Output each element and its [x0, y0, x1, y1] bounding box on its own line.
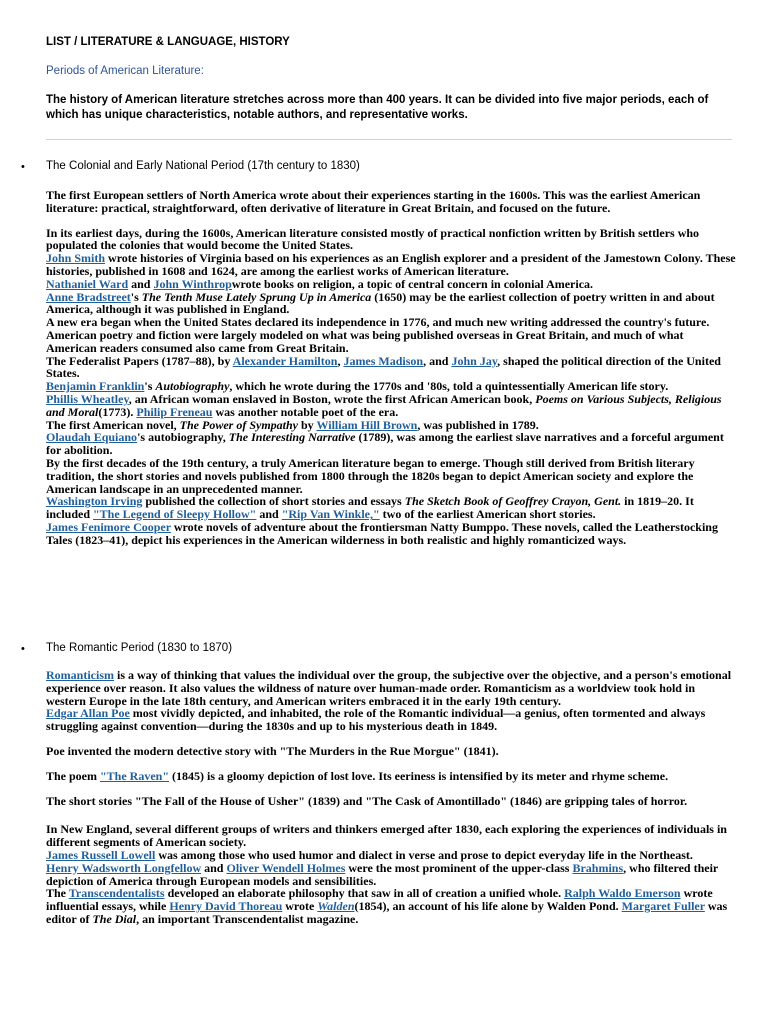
- paragraph: Benjamin Franklin's Autobiography, which he wrote during the 1770s and '80s, told a quintessentially American life story.: [46, 379, 669, 394]
- link-benjamin-franklin[interactable]: Benjamin Franklin: [46, 379, 145, 394]
- link-walden[interactable]: Walden: [317, 899, 355, 914]
- bullet-icon: •: [21, 161, 25, 173]
- link-john-jay[interactable]: John Jay: [451, 353, 498, 368]
- paragraph: Olaudah Equiano's autobiography, The Interesting Narrative (1789), was among the earliest slave narratives and a forceful argument for abolition.: [46, 430, 724, 458]
- link-william-hill-brown[interactable]: William Hill Brown: [316, 417, 418, 432]
- page-header: LIST / LITERATURE & LANGUAGE, HISTORY: [46, 36, 290, 48]
- link-alexander-hamilton[interactable]: Alexander Hamilton: [232, 353, 338, 368]
- paragraph: Henry Wadsworth Longfellow and Oliver Wendell Holmes were the most prominent of the upper-class Brahmins, who filtered their depiction of America through European models and sensibilities.: [46, 860, 719, 888]
- link-the-raven[interactable]: "The Raven": [100, 768, 169, 783]
- paragraph: Poe invented the modern detective story with "The Murders in the Rue Morgue" (1841).: [46, 743, 499, 758]
- section-title-romantic: The Romantic Period (1830 to 1870): [46, 642, 233, 654]
- link-washington-irving[interactable]: Washington Irving: [46, 494, 143, 509]
- paragraph: The Transcendentalists developed an elaborate philosophy that saw in all of creation a unified whole. Ralph Waldo Emerson wrote influential essays, while Henry David Thoreau wrote Walden(1854), an account of his life alone by Walden Pond. Margaret Fuller was editor of The Dial, an important Transcendentalist magazine.: [46, 886, 728, 926]
- link-ralph-waldo-emerson[interactable]: Ralph Waldo Emerson: [564, 886, 681, 901]
- paragraph: Washington Irving published the collection of short stories and essays The Sketch Book of Geoffrey Crayon, Gent. in 1819–20. It included "The Legend of Sleepy Hollow" and "Rip Van Winkle," two of the earliest American short stories.: [46, 494, 694, 522]
- paragraph: Nathaniel Ward and John Winthropwrote books on religion, a topic of central concern in colonial America.: [46, 276, 594, 291]
- link-transcendentalists[interactable]: Transcendentalists: [68, 886, 165, 901]
- paragraph: The Federalist Papers (1787–88), by Alexander Hamilton, James Madison, and John Jay, shaped the political direction of the United States.: [46, 353, 721, 381]
- link-olaudah-equiano[interactable]: Olaudah Equiano: [46, 430, 138, 445]
- link-henry-wadsworth-longfellow[interactable]: Henry Wadsworth Longfellow: [46, 860, 202, 875]
- link-anne-bradstreet[interactable]: Anne Bradstreet: [46, 289, 131, 304]
- paragraph: James Fenimore Cooper wrote novels of adventure about the frontiersman Natty Bumppo. These novels, called the Leatherstocking Tales (1823–41), depict his experiences in the American wilderness in both realistic and highly romanticized ways.: [46, 519, 718, 547]
- link-john-winthrop[interactable]: John Winthrop: [153, 276, 232, 291]
- paragraph: A new era began when the United States declared its independence in 1776, and much new writing addressed the country's future. American poetry and fiction were largely modeled on what was being published overseas in Great Britain, and much of what American readers consumed also came from Great Britain.: [46, 315, 710, 355]
- colonial-section-body: [46, 189, 736, 547]
- paragraph: By the first decades of the 19th century, a truly American literature began to emerge. Though still derived from British literary tradition, the short stories and novels published from 1800 through the 1820s began to depict American society and explore the American landscape in an unprecedented manner.: [46, 455, 695, 496]
- bullet-icon: •: [21, 643, 25, 655]
- paragraph: John Smith wrote histories of Virginia based on his experiences as an English explorer and a president of the Jamestown Colony. These histories, published in 1608 and 1624, are among the earliest works of American literature.: [46, 251, 736, 278]
- link-nathaniel-ward[interactable]: Nathaniel Ward: [46, 276, 129, 291]
- link-brahmins[interactable]: Brahmins: [572, 860, 624, 875]
- paragraph: The first American novel, The Power of Sympathy by William Hill Brown, was published in 1789.: [46, 417, 539, 432]
- link-john-smith[interactable]: John Smith: [46, 251, 106, 266]
- paragraph: Romanticism is a way of thinking that values the individual over the group, the subjective over the objective, and a person's emotional experience over reason. It also values the wildness of nature over human-made order. Romanticism as a worldview took hold in western Europe in the late 18th century, and American writers embraced it in the early 19th century.: [46, 668, 732, 708]
- paragraph: James Russell Lowell was among those who used humor and dialect in verse and prose to depict everyday life in the Northeast.: [46, 847, 693, 862]
- paragraph: Phillis Wheatley, an African woman enslaved in Boston, wrote the first African American book, Poems on Various Subjects, Religious and Moral(1773). Philip Freneau was another notable poet of the era.: [46, 391, 722, 419]
- divider: [46, 139, 732, 140]
- link-edgar-allan-poe[interactable]: Edgar Allan Poe: [46, 706, 130, 721]
- paragraph: The poem "The Raven" (1845) is a gloomy depiction of lost love. Its eeriness is intensified by its meter and rhyme scheme.: [46, 768, 669, 783]
- link-james-russell-lowell[interactable]: James Russell Lowell: [46, 847, 156, 862]
- paragraph: The first European settlers of North America wrote about their experiences starting in the 1600s. This was the earliest American literature: practical, straightforward, often derivative of literature in Great Britain, and focused on the future.: [46, 188, 701, 215]
- link-james-madison[interactable]: James Madison: [343, 353, 424, 368]
- romantic-section-body: [46, 669, 736, 926]
- paragraph: In New England, several different groups of writers and thinkers emerged after 1830, each exploring the experiences of individuals in different segments of American society.: [46, 822, 727, 850]
- page-subtitle: Periods of American Literature:: [46, 65, 204, 77]
- link-sleepy-hollow[interactable]: "The Legend of Sleepy Hollow": [93, 507, 257, 522]
- intro-paragraph: The history of American literature stretches across more than 400 years. It can be divided into five major periods, each of which has unique characteristics, notable authors, and representative works.: [46, 94, 709, 121]
- section-title-colonial: The Colonial and Early National Period (17th century to 1830): [46, 160, 360, 172]
- link-phillis-wheatley[interactable]: Phillis Wheatley: [46, 391, 129, 406]
- link-henry-david-thoreau[interactable]: Henry David Thoreau: [169, 899, 283, 914]
- paragraph: The short stories "The Fall of the House of Usher" (1839) and "The Cask of Amontillado" (1846) are gripping tales of horror.: [46, 793, 688, 808]
- link-oliver-wendell-holmes[interactable]: Oliver Wendell Holmes: [226, 860, 346, 875]
- paragraph: Anne Bradstreet's The Tenth Muse Lately Sprung Up in America (1650) may be the earliest collection of poetry written in and about America, although it was published in England.: [46, 289, 715, 317]
- link-romanticism[interactable]: Romanticism: [46, 668, 114, 682]
- link-james-fenimore-cooper[interactable]: James Fenimore Cooper: [46, 519, 171, 534]
- link-philip-freneau[interactable]: Philip Freneau: [136, 404, 213, 419]
- paragraph: In its earliest days, during the 1600s, American literature consisted mostly of practical nonfiction written by British settlers who populated the colonies that would become the United States.: [46, 225, 700, 253]
- link-margaret-fuller[interactable]: Margaret Fuller: [621, 899, 705, 914]
- link-rip-van-winkle[interactable]: "Rip Van Winkle,": [281, 507, 380, 522]
- paragraph: Edgar Allan Poe most vividly depicted, and inhabited, the role of the Romantic individual—a genius, often tormented and always struggling against convention—during the 1830s and up to his mysterious death in 1849.: [46, 706, 706, 734]
